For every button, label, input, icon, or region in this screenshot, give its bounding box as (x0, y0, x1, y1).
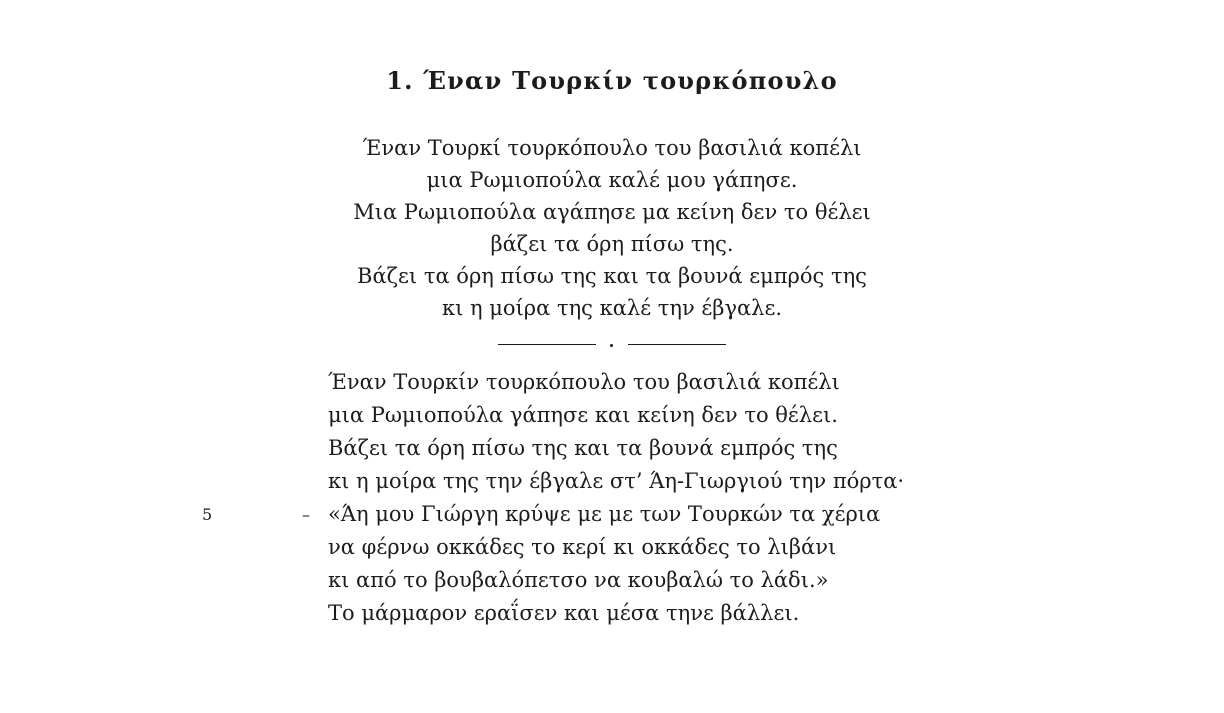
verse-line: Το μάρμαρον εραΐσεν και μέσα τηνε βάλλει. (328, 601, 800, 625)
verse-line: μια Ρωμιοπούλα καλέ μου γάπησε. (426, 168, 798, 192)
verse-line: Έναν Τουρκίν τουρκόπουλο του βασιλιά κοπέλι (328, 370, 840, 394)
verse-line: Βάζει τα όρη πίσω της και τα βουνά εμπρός της (357, 264, 867, 288)
verse-line: μια Ρωμιοπούλα γάπησε και κείνη δεν το θέλει. (328, 403, 838, 427)
verse-line: Βάζει τα όρη πίσω της και τα βουνά εμπρός της (328, 436, 838, 460)
verse-line: «Άη μου Γιώργη κρύψε με με των Τουρκών τα χέρια (328, 502, 881, 526)
separator-dot (610, 344, 613, 347)
separator-rule-left (498, 344, 596, 345)
poem-title: 1. Έναν Τουρκίν τουρκόπουλο (386, 66, 838, 95)
verse-line: Μια Ρωμιοπούλα αγάπησε μα κείνη δεν το θέλει (353, 200, 871, 224)
verse-line: κι από το βουβαλόπετσο να κουβαλώ το λάδι.» (328, 568, 829, 592)
verse-line: κι η μοίρα της την έβγαλε στ’ Άη-Γιωργιού την πόρτα· (328, 469, 905, 493)
verse-line: κι η μοίρα της καλέ την έβγαλε. (441, 296, 783, 320)
line-number: 5 (202, 505, 213, 524)
dialogue-dash: – (302, 505, 310, 524)
section-separator (498, 336, 726, 352)
verse-line: βάζει τα όρη πίσω της. (490, 232, 734, 256)
verse-line: Έναν Τουρκί τουρκόπουλο του βασιλιά κοπέλι (362, 136, 862, 160)
separator-rule-right (628, 344, 726, 345)
verse-line: να φέρνω οκκάδες το κερί κι οκκάδες το λιβάνι (328, 535, 837, 559)
